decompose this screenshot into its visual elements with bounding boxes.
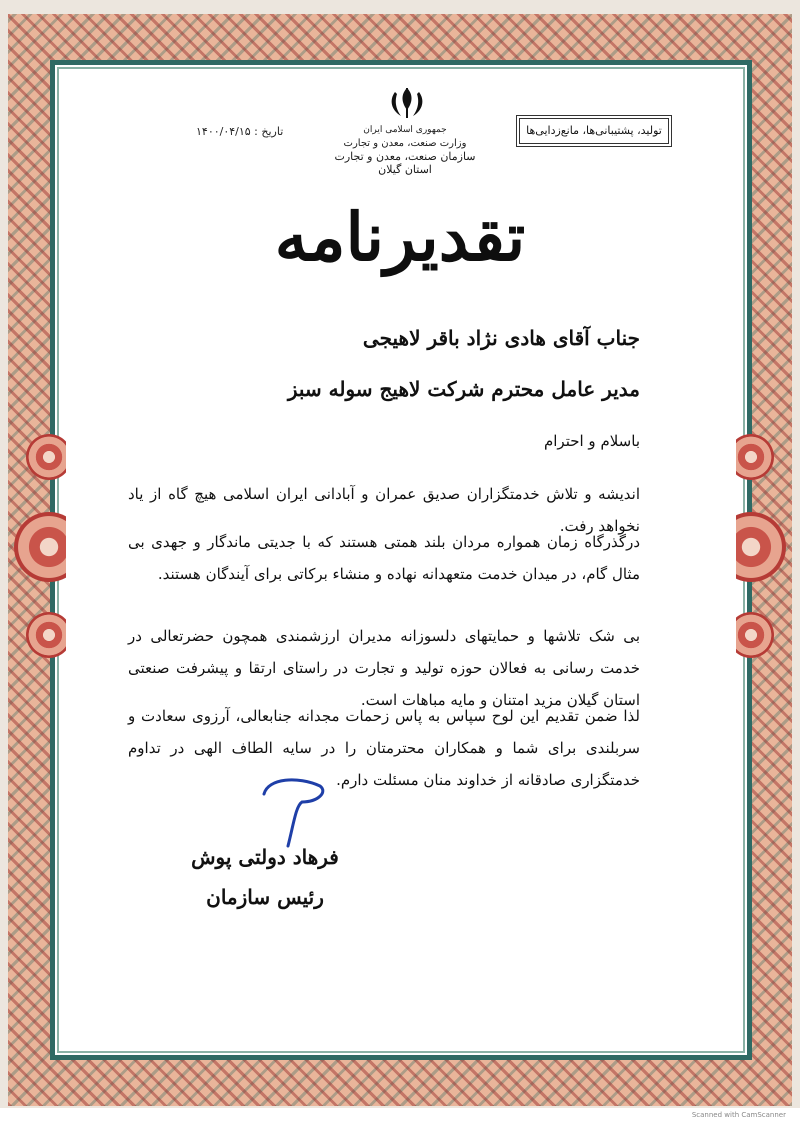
certificate-title: تقدیرنامه: [274, 198, 526, 276]
paragraph-2: درگذرگاه زمان همواره مردان بلند همتی هستند که با جدیتی ماندگار و جهدی بی مثال گام، در میدان خدمت متعهدانه نهاده و منشاء برکاتی برای آیندگان هستند.: [128, 533, 640, 583]
recipient-position: مدیر عامل محترم شرکت لاهیج سوله سبز: [287, 377, 640, 401]
paragraph-4: لذا ضمن تقدیم این لوح سپاس به پاس زحمات مجدانه جنابعالی، آرزوی سعادت و سربلندی برای شما و همکاران محترمتان را در سایه الطاف الهی در تداوم خدمتگزاری صادقانه از خداوند منان مسئلت دارم.: [128, 707, 640, 789]
paragraph-3: بی شک تلاشها و حمایتهای دلسوزانه مدیران ارزشمندی همچون حضرتعالی در خدمت رسانی به فعالان حوزه تولید و تجارت در راستای ارتقا و پیشرفت صنعتی استان گیلان مزید امتنان و مایه مباهات است.: [128, 627, 640, 709]
org-line-1: جمهوری اسلامی ایران: [363, 125, 447, 135]
paragraph-1: اندیشه و تلاش خدمتگزاران صدیق عمران و آبادانی ایران اسلامی هیچ گاه از یاد نخواهد رفت.: [128, 485, 640, 535]
year-slogan-box: تولید، پشتیبانی‌ها، مانع‌زدایی‌ها: [519, 118, 669, 144]
org-line-3: سازمان صنعت، معدن و تجارت استان گیلان: [334, 150, 476, 176]
greeting: باسلام و احترام: [543, 432, 640, 450]
issuing-organization: [320, 124, 490, 176]
signer-title: رئیس سازمان: [206, 885, 324, 909]
iran-emblem-icon: [385, 86, 429, 120]
signature-block: [190, 845, 340, 909]
signer-name: فرهاد دولتی پوش: [191, 845, 339, 869]
org-line-2: وزارت صنعت، معدن و تجارت: [343, 138, 467, 149]
scanner-watermark: Scanned with CamScanner: [691, 1111, 786, 1119]
signature-stroke: [258, 772, 338, 852]
issue-date: تاریخ : ۱۴۰۰/۰۴/۱۵: [196, 125, 284, 138]
recipient-line: جناب آقای هادی نژاد باقر لاهیجی: [362, 326, 640, 350]
